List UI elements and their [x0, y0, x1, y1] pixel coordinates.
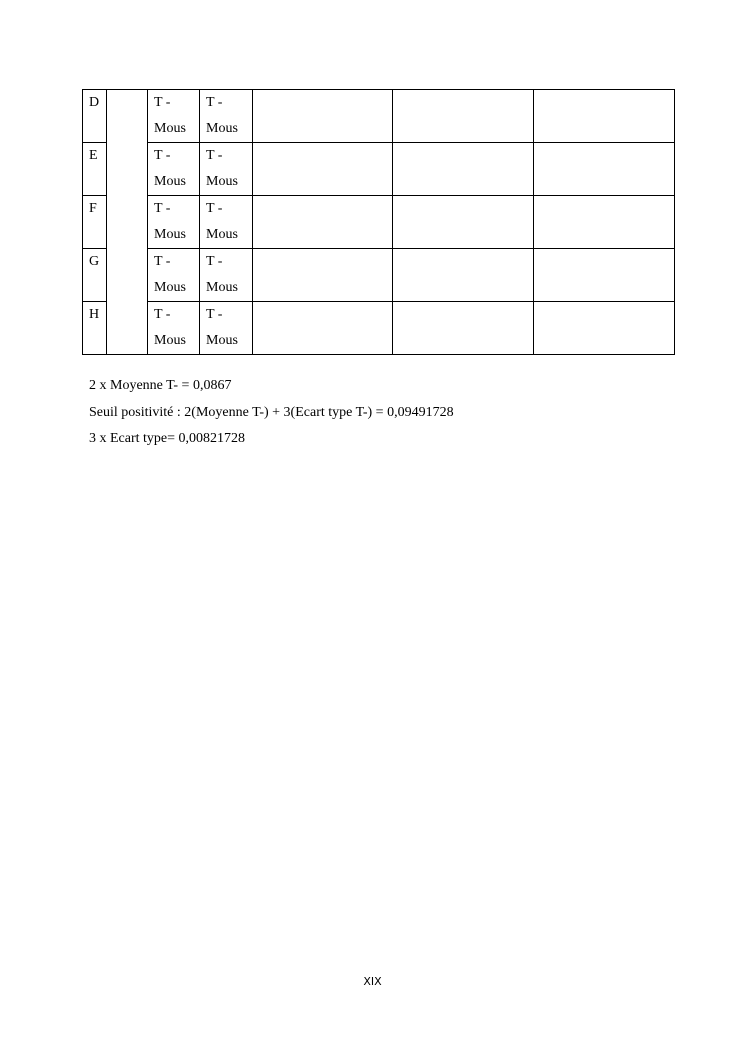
- merged-empty-cell: [107, 90, 148, 355]
- table-cell: [253, 249, 393, 302]
- cell-text: T - Mous: [154, 307, 186, 348]
- row-label-cell: [83, 302, 107, 355]
- row-label-cell: [83, 90, 107, 143]
- std-dev-note: 3 x Ecart type= 0,00821728: [89, 431, 246, 446]
- cell-text: T - Mous: [154, 254, 186, 295]
- table-cell: [534, 90, 675, 143]
- table-cell: [534, 196, 675, 249]
- cell-text: T - Mous: [206, 307, 238, 348]
- row-label: F: [89, 201, 97, 216]
- notes-block: [89, 373, 689, 453]
- table-cell: [200, 143, 253, 196]
- table-cell: [253, 90, 393, 143]
- table-row: [83, 90, 675, 143]
- table-cell: [148, 196, 200, 249]
- row-label: H: [89, 307, 100, 322]
- table-row: [83, 143, 675, 196]
- table-row: [83, 302, 675, 355]
- results-table: [82, 89, 675, 355]
- table-cell: [393, 90, 534, 143]
- table-cell: [148, 249, 200, 302]
- table-cell: [393, 196, 534, 249]
- row-label-cell: [83, 143, 107, 196]
- row-label: G: [89, 254, 100, 269]
- table-cell: [200, 249, 253, 302]
- page-number: XIX: [363, 975, 382, 988]
- cell-text: T - Mous: [206, 95, 238, 136]
- row-label-cell: [83, 249, 107, 302]
- table-cell: [200, 196, 253, 249]
- table-cell: [534, 302, 675, 355]
- cell-text: T - Mous: [154, 95, 186, 136]
- table-cell: [148, 90, 200, 143]
- table-cell: [253, 196, 393, 249]
- cell-text: T - Mous: [154, 201, 186, 242]
- table-cell: [148, 302, 200, 355]
- table-cell: [393, 249, 534, 302]
- table-cell: [393, 302, 534, 355]
- mean-note: 2 x Moyenne T- = 0,0867: [89, 378, 232, 393]
- table-cell: [253, 302, 393, 355]
- cell-text: T - Mous: [206, 201, 238, 242]
- table-cell: [200, 302, 253, 355]
- cell-text: T - Mous: [206, 148, 238, 189]
- table-cell: [253, 143, 393, 196]
- table-cell: [148, 143, 200, 196]
- cell-text: T - Mous: [154, 148, 186, 189]
- table-cell: [200, 90, 253, 143]
- table-row: [83, 196, 675, 249]
- table-cell: [393, 143, 534, 196]
- row-label: D: [89, 95, 100, 110]
- row-label: E: [89, 148, 98, 163]
- table-cell: [534, 249, 675, 302]
- threshold-note: Seuil positivité : 2(Moyenne T-) + 3(Ecart type T-) = 0,09491728: [89, 404, 454, 420]
- table-cell: [534, 143, 675, 196]
- row-label-cell: [83, 196, 107, 249]
- table-row: [83, 249, 675, 302]
- cell-text: T - Mous: [206, 254, 238, 295]
